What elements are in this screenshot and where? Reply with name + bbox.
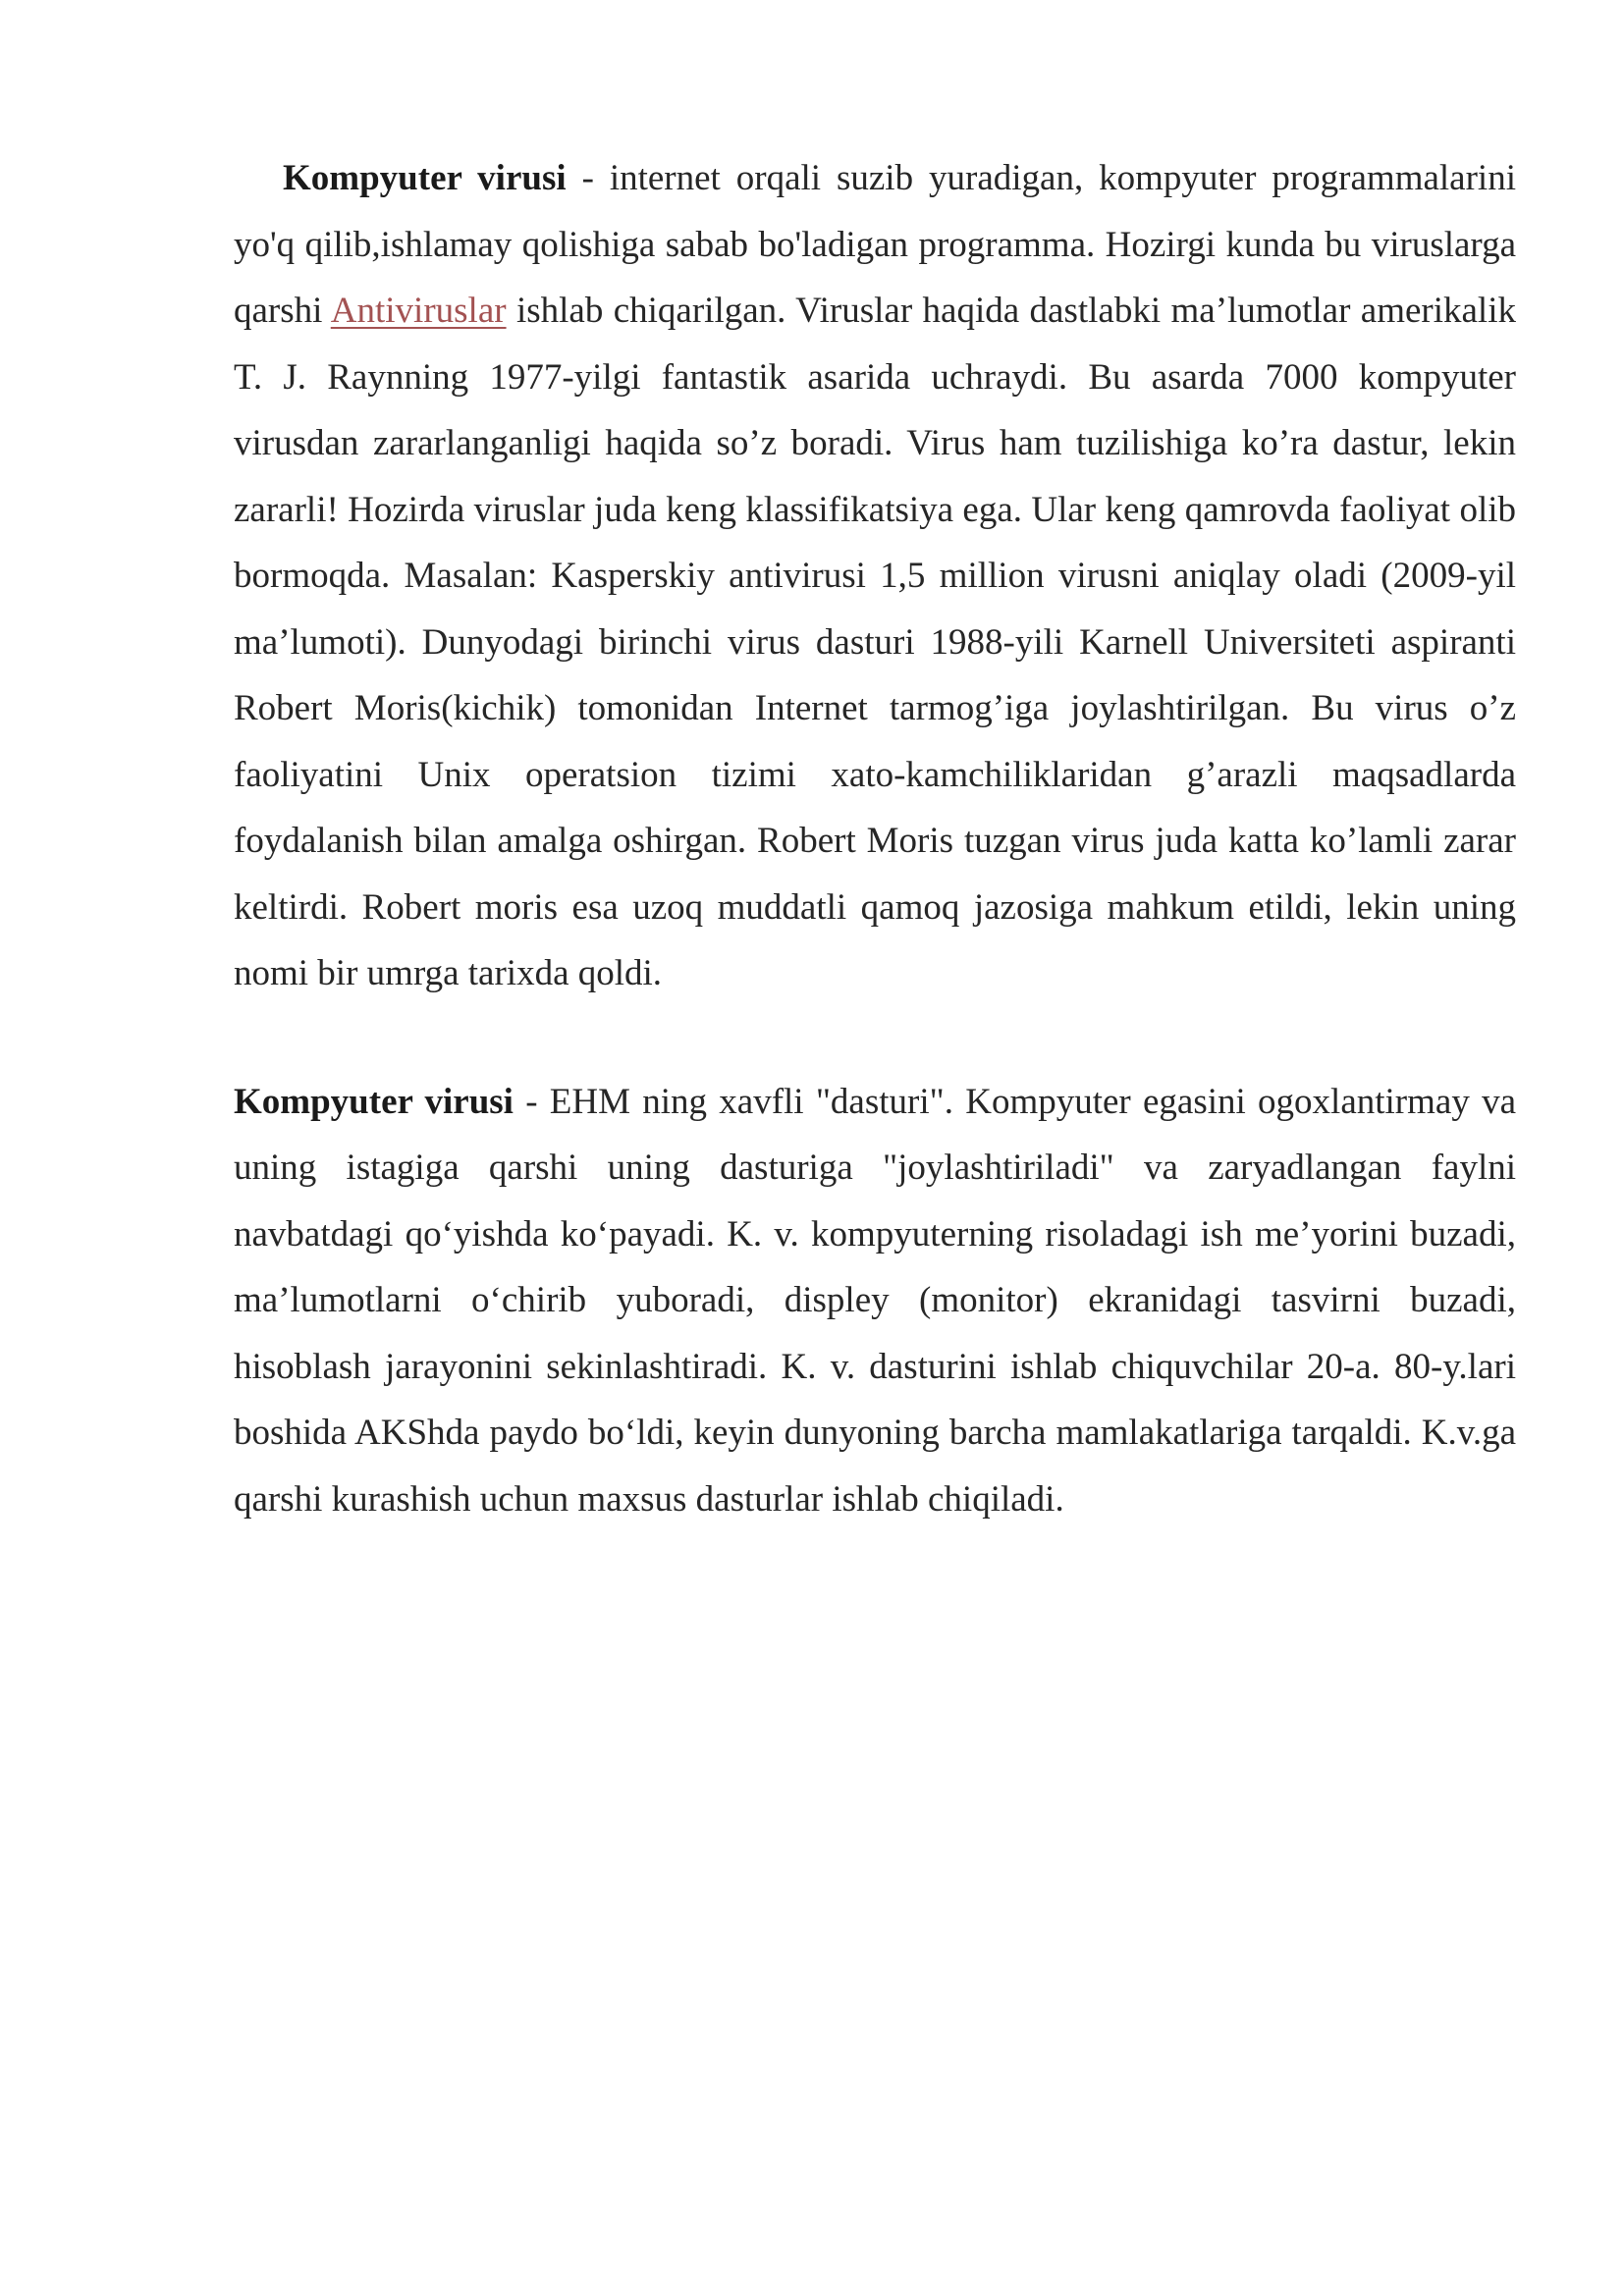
- paragraph-1: [234, 145, 1516, 1007]
- paragraph-text: - internet orqali suzib yuradigan, kompyuter programmalarini yo'q qilib,ishlamay qolishiga sabab bo'ladigan programma. Hozirgi kunda bu viruslarga qarshi: [234, 158, 1516, 331]
- paragraph-text: ishlab chiqarilgan. Viruslar haqida dastlabki ma’lumotlar amerikalik T. J. Raynning 1977-yilgi fantastik asarida uchraydi. Bu asarda 7000 kompyuter virusdan zararlanganligi haqida so’z boradi. Virus ham tuzilishiga ko’ra dastur, lekin zararli! Hozirda viruslar juda keng klassifikatsiya ega. Ular keng qamrovda faoliyat olib bormoqda. Masalan: Kasperskiy antivirusi 1,5 million virusni aniqlay oladi (2009-yil ma’lumoti). Dunyodagi birinchi virus dasturi 1988-yili Karnell Universiteti aspiranti Robert Moris(kichik) tomonidan Internet tarmog’iga joylashtirilgan. Bu virus o’z faoliyatini Unix operatsion tizimi xato-kamchiliklaridan g’arazli maqsadlarda foydalanish bilan amalga oshirgan. Robert Moris tuzgan virus juda katta ko’lamli zarar keltirdi. Robert moris esa uzoq muddatli qamoq jazosiga mahkum etildi, lekin uning nomi bir umrga tarixda qoldi.: [234, 291, 1516, 993]
- paragraph-2: [234, 1069, 1516, 1533]
- term-heading: Kompyuter virusi: [283, 158, 567, 198]
- paragraph-text: - EHM ning xavfli "dasturi". Kompyuter egasini ogoxlantirmay va uning istagiga qarshi uning dasturiga "joylashtiriladi" va zaryadlangan faylni navbatdagi qoʻyishda koʻpayadi. K. v. kompyuterning risoladagi ish meʼyorini buzadi, maʼlumotlarni oʻchirib yuboradi, displey (monitor) ekranidagi tasvirni buzadi, hisoblash jarayonini sekinlashtiradi. K. v. dasturini ishlab chiquvchilar 20-a. 80-y.lari boshida AKShda paydo boʻldi, keyin dunyoning barcha mamlakatlariga tarqaldi. K.v.ga qarshi kurashish uchun maxsus dasturlar ishlab chiqiladi.: [234, 1081, 1516, 1520]
- antiviruslar-link[interactable]: Antiviruslar: [330, 291, 507, 331]
- document-body: [234, 145, 1516, 1532]
- term-heading: Kompyuter virusi: [234, 1081, 514, 1122]
